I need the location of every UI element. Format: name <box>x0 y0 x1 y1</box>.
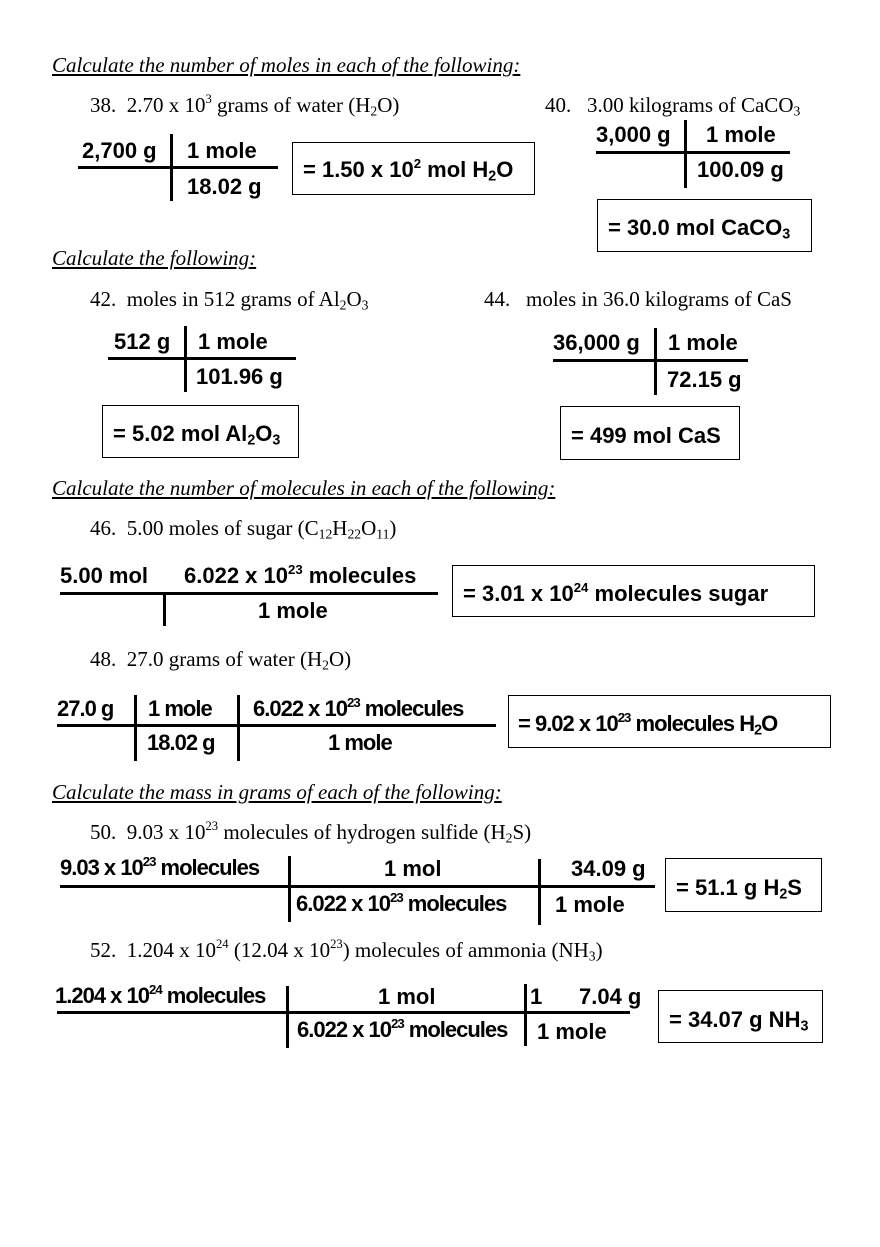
p46-answer: = 3.01 x $10^{24}$ molecules sugar <box>463 579 769 606</box>
p50-answer: = 51.1 g $H_2S$ <box>676 875 802 903</box>
p52-numerator-3: 7.04 g <box>579 984 642 1009</box>
p38-answer-box <box>292 142 535 195</box>
p40-fraction-bar <box>596 151 790 154</box>
p50-divider-1 <box>288 856 291 922</box>
p46-numerator-1: 5.00 mol <box>60 563 149 588</box>
problem-42-statement: 42. moles in 512 grams of $Al_2O_3$ <box>90 287 369 313</box>
p38-answer: = 1.50 x $10^2$ mol $H_2O$ <box>303 155 514 185</box>
p46-denominator-2: 1 mole <box>258 598 328 623</box>
p52-numerator-3-prefix: 1 <box>530 984 543 1009</box>
p52-numerator-2: 1 mol <box>378 984 436 1009</box>
p40-denominator-2: 100.09 g <box>697 157 784 182</box>
p38-divider <box>170 134 173 201</box>
p44-answer: = 499 mol CaS <box>571 423 721 448</box>
problem-46-statement: 46. 5.00 moles of sugar $(C_{12}H_{22}O_{11})$ <box>90 516 397 542</box>
p52-fraction-bar <box>57 1011 630 1014</box>
molecules-section-heading: Calculate the number of molecules in each of the following: <box>52 476 556 500</box>
p52-divider-2 <box>524 984 527 1046</box>
p42-fraction-bar <box>108 357 296 360</box>
p38-denominator-2: 18.02 g <box>187 174 262 199</box>
p52-answer: = 34.07 g $NH_3$ <box>669 1007 809 1035</box>
p44-fraction-bar <box>553 359 748 362</box>
p50-fraction-bar <box>60 885 655 888</box>
p42-answer-box <box>102 405 299 458</box>
p48-numerator-2: 1 mole <box>148 696 212 721</box>
p50-denominator-3: 1 mole <box>555 892 625 917</box>
p52-denominator-3: 1 mole <box>537 1019 607 1044</box>
p50-numerator-2: 1 mol <box>384 856 442 881</box>
p44-numerator-1: 36,000 g <box>553 330 640 355</box>
problem-44-statement: 44. moles in 36.0 kilograms of CaS <box>484 287 792 311</box>
p40-answer-box <box>597 199 812 252</box>
p46-divider <box>163 592 166 626</box>
p38-fraction-bar <box>78 166 278 169</box>
p48-fraction-bar <box>57 724 496 727</box>
p48-numerator-3: 6.022 x $10^{23}$ molecules <box>253 694 464 721</box>
p46-answer-box <box>452 565 815 617</box>
p42-numerator-2: 1 mole <box>198 329 268 354</box>
p48-divider-2 <box>237 695 240 761</box>
p50-numerator-1: 9.03 x $10^{23}$ molecules <box>60 853 260 880</box>
p46-fraction-bar <box>60 592 438 595</box>
problem-52-statement: 52. 1.204 x $10^{24}$ (12.04 x $10^{23}$) molecules of ammonia $(NH_3)$ <box>90 937 603 964</box>
p48-divider-1 <box>134 695 137 761</box>
p48-denominator-2: 18.02 g <box>147 730 215 755</box>
problem-40-statement: 40. 3.00 kilograms of CaCO$_3$ <box>545 93 801 119</box>
p40-numerator-1: 3,000 g <box>596 122 671 147</box>
p52-denominator-2: 6.022 x $10^{23}$ molecules <box>297 1015 508 1042</box>
p40-answer: = 30.0 mol CaCO$_3$ <box>608 215 791 243</box>
p52-numerator-1: 1.204 x $10^{24}$ molecules <box>55 981 266 1008</box>
p48-denominator-3: 1 mole <box>328 730 392 755</box>
moles-section-heading: Calculate the number of moles in each of the following: <box>52 53 521 77</box>
p46-numerator-2: 6.022 x $10^{23}$ molecules <box>184 561 417 588</box>
p40-numerator-2: 1 mole <box>706 122 776 147</box>
p52-answer-box <box>658 990 823 1043</box>
problem-38-statement: 38. 2.70 x $10^3$ grams of water $(H_2O)$ <box>90 92 400 119</box>
p50-denominator-2: 6.022 x $10^{23}$ molecules <box>296 889 507 916</box>
p50-answer-box <box>665 858 822 912</box>
p38-numerator-2: 1 mole <box>187 138 257 163</box>
p44-answer-box <box>560 406 740 460</box>
p48-numerator-1: 27.0 g <box>57 696 114 721</box>
problem-50-statement: 50. 9.03 x $10^{23}$ molecules of hydrogen sulfide $(H_2S)$ <box>90 819 532 846</box>
p42-divider <box>184 326 187 392</box>
problem-48-statement: 48. 27.0 grams of water $(H_2O)$ <box>90 647 352 673</box>
p40-divider <box>684 120 687 188</box>
p44-denominator-2: 72.15 g <box>667 367 742 392</box>
p42-numerator-1: 512 g <box>114 329 171 354</box>
p42-answer: = 5.02 mol $Al_2O_3$ <box>113 421 281 449</box>
p50-divider-2 <box>538 859 541 925</box>
p50-numerator-3: 34.09 g <box>571 856 646 881</box>
p44-numerator-2: 1 mole <box>668 330 738 355</box>
p48-answer: = 9.02 x $10^{23}$ molecules $H_2O$ <box>518 709 778 739</box>
p48-answer-box <box>508 695 831 748</box>
p42-denominator-2: 101.96 g <box>196 364 283 389</box>
p52-divider-1 <box>286 986 289 1048</box>
p38-numerator-1: 2,700 g <box>82 138 157 163</box>
p44-divider <box>654 328 657 395</box>
mass-section-heading: Calculate the mass in grams of each of the following: <box>52 780 502 804</box>
following-section-heading: Calculate the following: <box>52 246 257 270</box>
